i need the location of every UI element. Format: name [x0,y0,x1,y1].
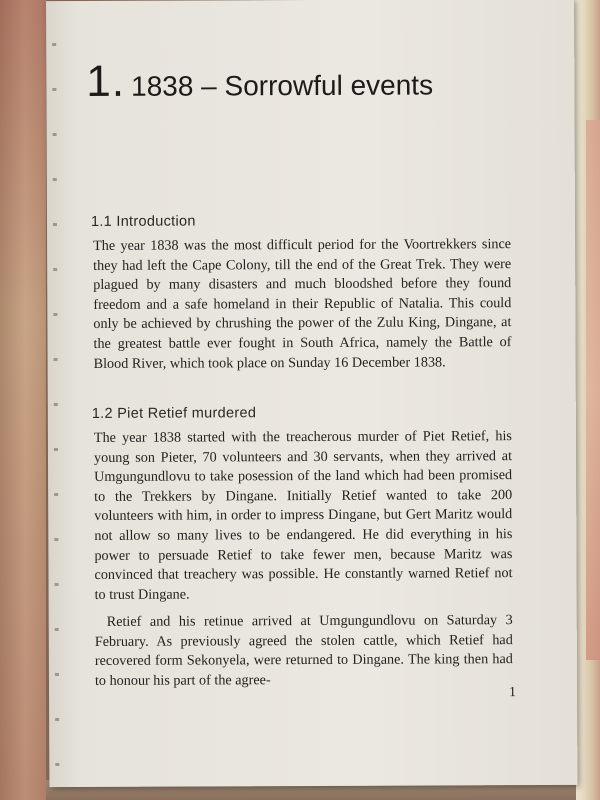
page-number: 1 [508,685,517,701]
section-heading-piet-retief: 1.2 Piet Retief murdered [91,405,257,422]
chapter-number: 1. [86,56,126,106]
book-page [46,0,577,787]
book-cover-edge [0,0,46,800]
chapter-title [86,55,556,107]
binding-stitches [52,1,59,787]
section-heading-introduction: 1.1 Introduction [90,213,196,230]
paragraph-piet-retief-2: Retief and his retinue arrived at Umgungundlovu on Saturday 3 February. As previously agreed the stolen cattle, which Retief had recovered form Sekonyela, were returned to Dingane. The king then had to honour his part of the agree- [94,612,513,689]
page-stack-tint [586,120,600,660]
paragraph-piet-retief-1: The year 1838 started with the treacherous murder of Piet Retief, his young son Pieter, 70 volunteers and 30 servants, when they arrived at Umgungundlovu to take posession of the land which had been promised to the Trekkers by Dingane. Initially Retief wanted to take 200 volunteers with him, in order to impress Dingane, but Gert Maritz would not allow so many lives to be endangered. He did everything in his power to persuade Retief to take fewer men, because Maritz was convinced that treachery was possible. He constantly warned Retief not to trust Dingane. [93,428,513,603]
paragraph-introduction: The year 1838 was the most difficult period for the Voortrekkers since they had left the Cape Colony, till the end of the Great Trek. They were plagued by many disasters and much bloodshed before they found freedom and a safe homeland in their Republic of Natalia. This could only be achieved by chrushing the power of the Zulu King, Dingane, at the greatest battle ever fought in South Africa, namely the Battle of Blood River, which took place on Sunday 16 December 1838. [93,236,512,372]
chapter-title-text: 1838 – Sorrowful events [131,69,434,102]
